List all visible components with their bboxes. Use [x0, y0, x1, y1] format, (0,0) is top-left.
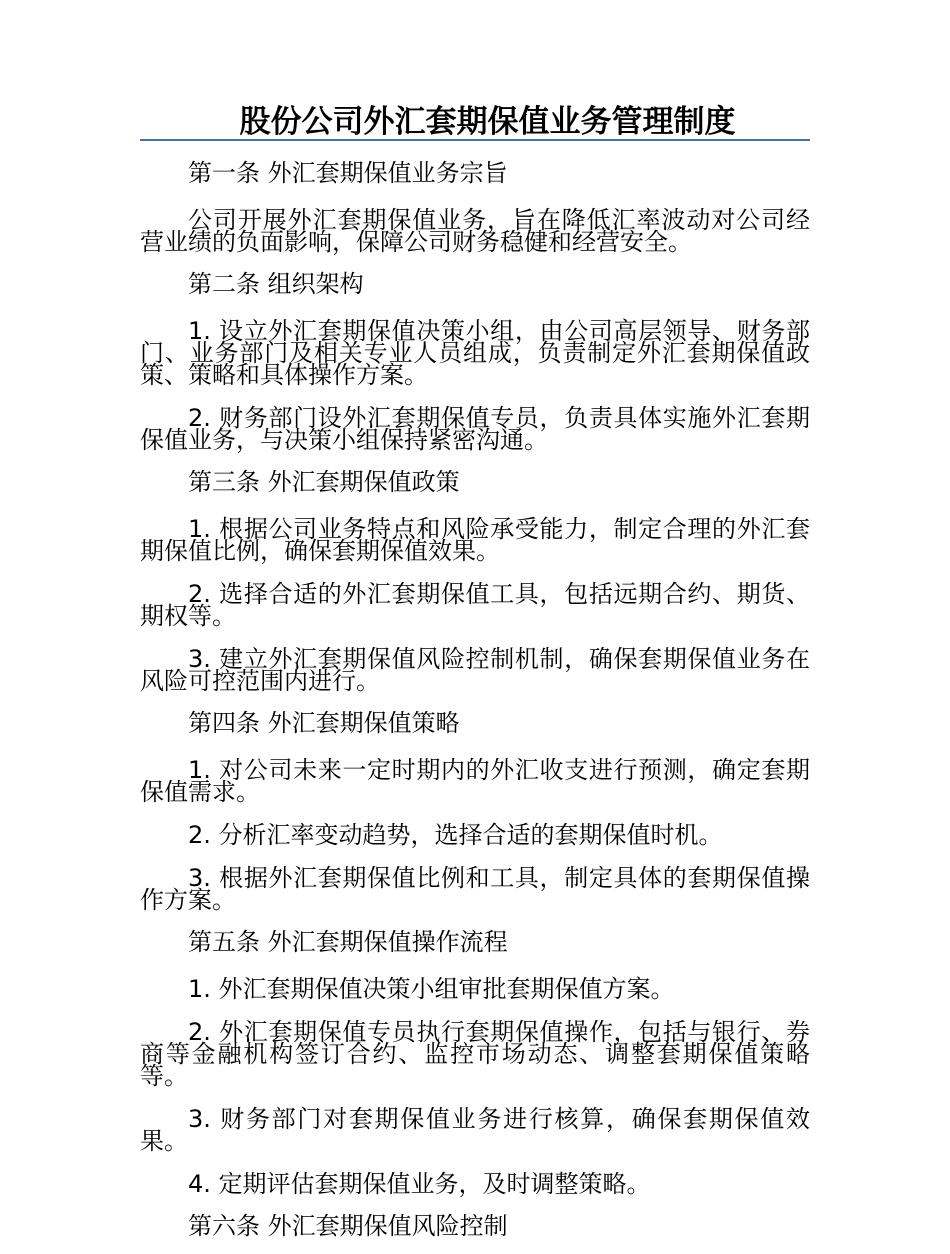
paragraph: 1. 设立外汇套期保值决策小组，由公司高层领导、财务部门、业务部门及相关专业人员组成，负责制定外汇套期保值政策、策略和具体操作方案。	[140, 317, 810, 389]
paragraph: 3. 财务部门对套期保值业务进行核算，确保套期保值效果。	[140, 1105, 810, 1155]
paragraph: 公司开展外汇套期保值业务，旨在降低汇率波动对公司经营业绩的负面影响，保障公司财务稳健和经营安全。	[140, 206, 810, 256]
paragraph: 2. 外汇套期保值专员执行套期保值操作，包括与银行、券商等金融机构签订合约、监控市场动态、调整套期保值策略等。	[140, 1018, 810, 1090]
paragraph: 1. 外汇套期保值决策小组审批套期保值方案。	[188, 975, 675, 1003]
paragraph: 3. 建立外汇套期保值风险控制机制，确保套期保值业务在风险可控范围内进行。	[140, 645, 810, 695]
paragraph: 3. 根据外汇套期保值比例和工具，制定具体的套期保值操作方案。	[140, 864, 810, 914]
section-heading: 第四条 外汇套期保值策略	[188, 709, 460, 737]
paragraph: 2. 选择合适的外汇套期保值工具，包括远期合约、期货、期权等。	[140, 580, 810, 630]
paragraph: 2. 财务部门设外汇套期保值专员，负责具体实施外汇套期保值业务，与决策小组保持紧密沟通。	[140, 404, 810, 454]
section-heading: 第六条 外汇套期保值风险控制	[188, 1212, 508, 1240]
section-heading: 第一条 外汇套期保值业务宗旨	[188, 159, 508, 187]
paragraph: 1. 根据公司业务特点和风险承受能力，制定合理的外汇套期保值比例，确保套期保值效果。	[140, 515, 810, 565]
document-title: 股份公司外汇套期保值业务管理制度	[239, 104, 736, 140]
section-heading: 第五条 外汇套期保值操作流程	[188, 928, 508, 956]
paragraph: 2. 分析汇率变动趋势，选择合适的套期保值时机。	[188, 821, 723, 849]
paragraph: 4. 定期评估套期保值业务，及时调整策略。	[188, 1170, 651, 1198]
title-underline	[140, 139, 810, 141]
section-heading: 第三条 外汇套期保值政策	[188, 468, 460, 496]
section-heading: 第二条 组织架构	[188, 270, 364, 298]
document-body	[140, 155, 810, 1254]
paragraph: 1. 对公司未来一定时期内的外汇收支进行预测，确定套期保值需求。	[140, 756, 810, 806]
